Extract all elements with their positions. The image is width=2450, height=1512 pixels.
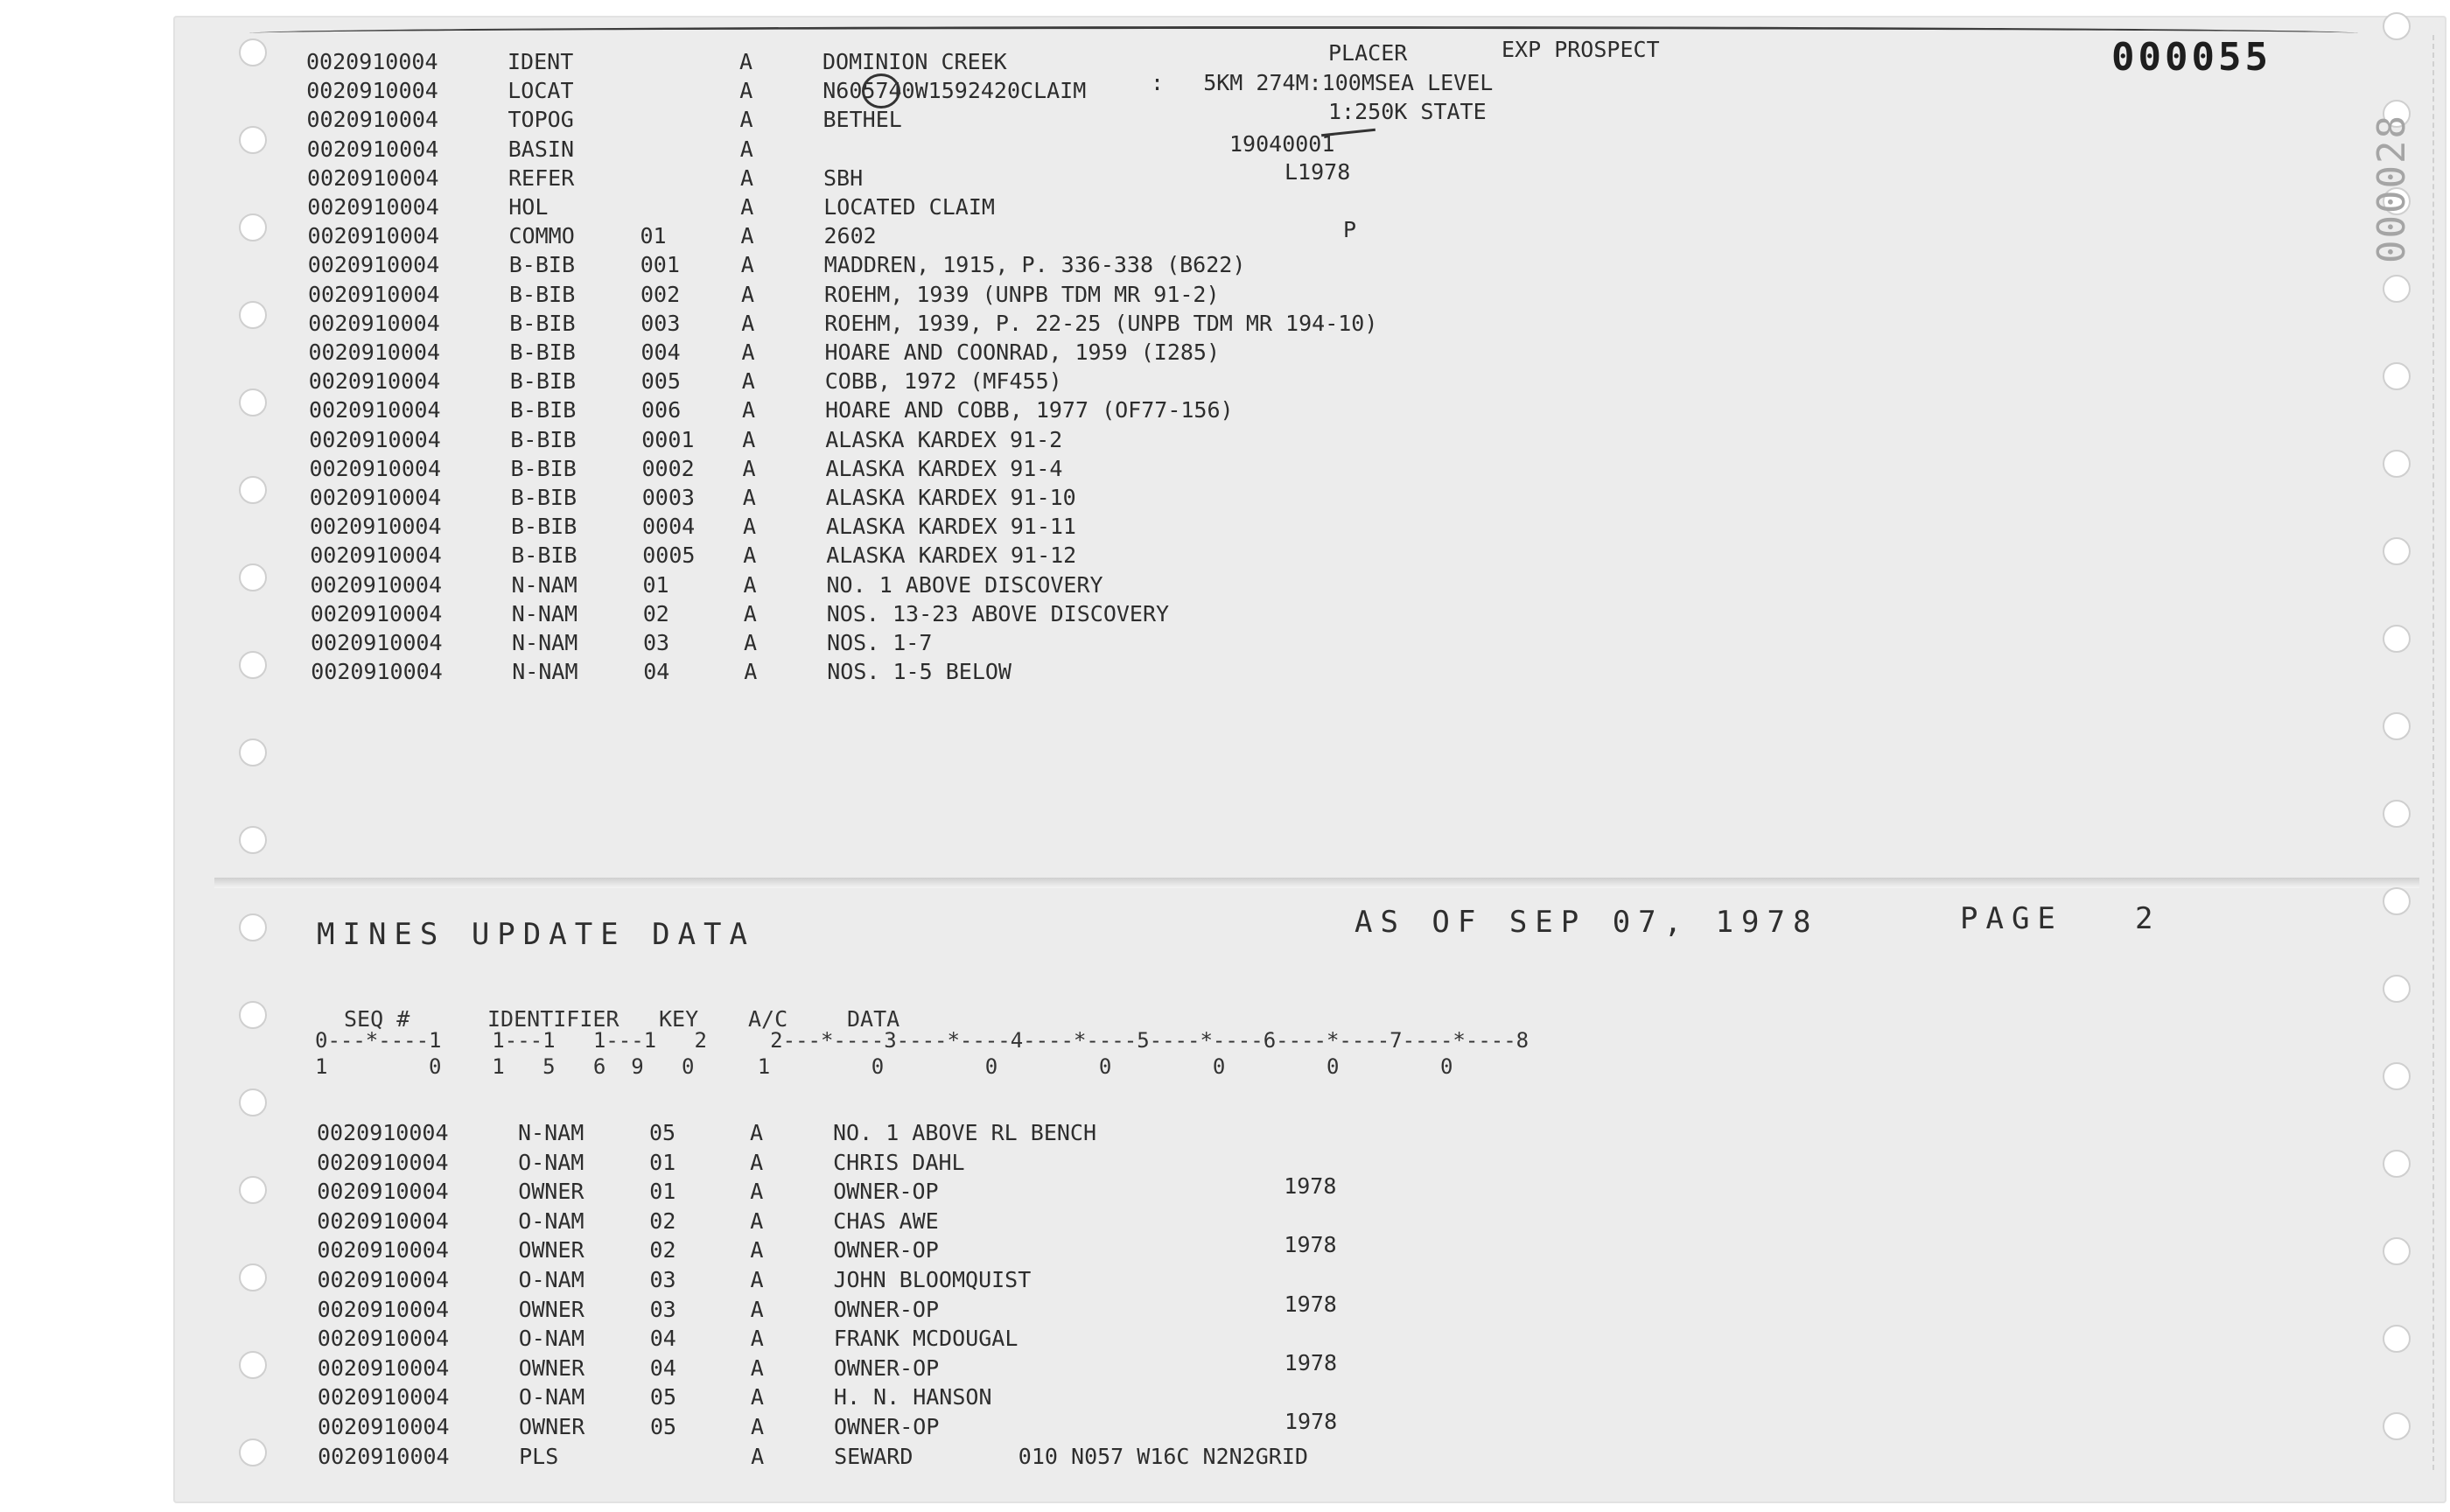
data-value: NO. 1 ABOVE DISCOVERY [826,571,1103,598]
feed-hole [2383,800,2411,828]
data-value: NOS. 1-5 BELOW [827,659,1012,685]
seq-number: 0020910004 [318,1443,450,1469]
feed-hole [2383,1150,2411,1178]
form-number: 000055 [2111,35,2272,80]
identifier: B-BIB [509,368,577,395]
identifier: OWNER [518,1179,584,1205]
data-value: OWNER-OP [833,1354,940,1381]
year-value: 1978 [1284,1409,1338,1434]
identifier: B-BIB [510,397,577,424]
ac-code: A [741,340,755,365]
ac-code: A [744,659,758,685]
identifier: REFER [508,164,575,191]
feed-hole [239,1438,267,1466]
seq-number: 0020910004 [307,223,440,249]
column-header-identifier: IDENTIFIER [487,1006,620,1032]
key: 01 [649,1179,676,1205]
year-value: 1978 [1284,1173,1337,1200]
ac-code: A [740,164,754,191]
page-fold [214,878,2419,888]
identifier: OWNER [518,1354,585,1381]
tractor-edge [2432,35,2443,1470]
ac-code: A [750,1326,764,1352]
data-value: ALASKA KARDEX 91-11 [826,514,1076,540]
seq-number: 0020910004 [311,659,443,685]
ac-code: A [743,571,757,598]
identifier: BASIN [508,136,575,162]
data-value: ALASKA KARDEX 91-4 [825,455,1063,481]
feed-hole [2383,1237,2411,1265]
column-ruler: 0---*----1 1---1 1---1 2 2---*----3----*----4----*----5----*----6----*----7----*----8 [315,1028,1530,1053]
data-value: COBB, 1972 (MF455) [824,368,1062,395]
seq-number: 0020910004 [317,1120,449,1145]
seq-number: 0020910004 [306,136,439,162]
data-value: ROEHM, 1939, P. 22-25 (UNPB TDM MR 194-10) [824,310,1378,336]
seq-number: 0020910004 [317,1296,450,1322]
data-value: N605740W1592420CLAIM [822,78,1087,104]
key: 002 [640,281,681,307]
topog-extra: 1:250K STATE [1328,99,1487,124]
data-value: NOS. 13-23 ABOVE DISCOVERY [826,600,1170,626]
key: 04 [649,1326,676,1352]
identifier: B-BIB [510,485,578,510]
seq-number: 0020910004 [317,1237,449,1264]
ac-code: A [739,107,753,133]
identifier: O-NAM [518,1326,584,1352]
seq-number: 0020910004 [310,514,442,540]
identifier: N-NAM [518,1120,584,1145]
commo-extra: P [1343,217,1357,242]
key: 03 [649,1296,676,1322]
feed-hole [239,826,267,854]
seq-number: 0020910004 [308,310,440,336]
feed-hole [2383,362,2411,390]
data-value: ALASKA KARDEX 91-10 [825,485,1076,510]
key: 01 [640,223,667,249]
basin-extra: 19040001 [1229,131,1335,157]
feed-hole [2383,625,2411,653]
key: 02 [642,600,669,626]
year-value: 1978 [1284,1232,1337,1258]
data-value: ALASKA KARDEX 91-12 [826,542,1077,569]
identifier: HOL [508,194,549,220]
identifier: B-BIB [511,514,578,540]
side-stamp: 000028 [2369,114,2414,263]
page-number: 2 [2135,901,2153,936]
key: 001 [640,252,680,278]
ac-code: A [751,1414,765,1439]
feed-hole [2383,1325,2411,1353]
seq-number: 0020910004 [308,368,441,395]
identifier: N-NAM [511,600,578,626]
identifier: OWNER [518,1237,584,1264]
ac-code: A [742,426,756,452]
feed-hole [2383,712,2411,740]
identifier: B-BIB [510,426,577,452]
data-value: 2602 [823,223,877,249]
data-value: ROEHM, 1939 (UNPB TDM MR 91-2) [824,281,1220,307]
identifier: B-BIB [509,281,576,307]
feed-hole [2383,450,2411,478]
ac-code: A [739,49,753,74]
seq-number: 0020910004 [310,542,442,569]
identifier: B-BIB [511,542,578,569]
key: 01 [649,1149,676,1175]
exp-prospect-label: EXP PROSPECT [1502,37,1660,62]
key: 005 [640,368,681,395]
ac-code: A [742,455,756,481]
key: 0001 [641,426,695,452]
feed-hole [239,38,267,66]
seq-number: 0020910004 [306,107,439,133]
data-value: LOCATED CLAIM [823,194,995,220]
seq-number: 0020910004 [317,1149,449,1175]
seq-number: 0020910004 [307,252,440,278]
ac-code: A [739,78,753,104]
feed-hole [239,126,267,154]
identifier: O-NAM [518,1384,585,1410]
feed-hole [239,1351,267,1379]
ac-code: A [740,223,754,249]
key: 004 [640,340,681,365]
seq-number: 0020910004 [307,194,439,220]
identifier: PLS [519,1443,559,1469]
key: 003 [640,310,681,336]
key: 0002 [641,455,695,481]
ac-code: A [740,194,754,220]
feed-hole [239,214,267,242]
feed-hole [239,914,267,942]
seq-number: 0020910004 [308,340,441,365]
ac-code: A [750,1237,764,1264]
data-value: HOARE AND COBB, 1977 (OF77-156) [825,397,1234,424]
feed-hole [239,476,267,504]
ac-code: A [750,1384,764,1410]
ac-code: A [743,514,757,540]
key: 0003 [641,485,695,510]
year-value: 1978 [1284,1349,1338,1376]
data-value: JOHN BLOOMQUIST [833,1267,1032,1292]
column-header-seq: SEQ # [344,1006,410,1032]
feed-hole [2383,12,2411,40]
ac-code: A [750,1179,764,1205]
identifier: O-NAM [518,1208,584,1234]
identifier: N-NAM [512,659,578,685]
data-value: HOARE AND COONRAD, 1959 (I285) [824,340,1221,365]
identifier: COMMO [508,223,575,249]
identifier: B-BIB [509,310,576,336]
ac-code: A [750,1354,764,1381]
feed-hole [2383,975,2411,1003]
seq-number: 0020910004 [317,1326,450,1352]
key: 02 [649,1237,676,1264]
feed-hole [2383,275,2411,303]
seq-number: 0020910004 [309,397,441,424]
report-date: AS OF SEP 07, 1978 [1354,905,1819,940]
feed-hole [2383,887,2411,915]
data-value: ALASKA KARDEX 91-2 [825,426,1063,452]
report-title: MINES UPDATE DATA [317,917,755,952]
ac-code: A [743,542,757,569]
refer-extra: L1978 [1284,159,1351,185]
data-value: OWNER-OP [834,1414,940,1439]
key: 006 [641,397,682,424]
placer-label: PLACER [1328,40,1408,66]
feed-hole [239,388,267,416]
seq-number: 0020910004 [317,1208,449,1234]
data-value: DOMINION CREEK [822,49,1007,74]
ac-code: A [740,252,754,278]
ac-code: A [739,136,753,162]
identifier: O-NAM [518,1149,584,1175]
key: 0004 [642,514,696,540]
identifier: TOPOG [508,107,574,133]
ac-code: A [750,1120,764,1145]
ac-code: A [750,1208,764,1234]
data-value: H. N. HANSON [833,1384,992,1410]
seq-number: 0020910004 [306,78,438,104]
key: 03 [649,1267,676,1292]
data-value: NOS. 1-7 [827,630,933,655]
data-value: SBH [823,164,864,191]
key: 05 [649,1384,676,1410]
handwritten-circle [862,74,900,108]
ac-code: A [744,630,758,655]
seq-number: 0020910004 [309,455,442,481]
key: 05 [650,1414,677,1439]
data-value: CHRIS DAHL [833,1149,965,1175]
feed-hole [239,1176,267,1204]
seq-number: 0020910004 [311,630,443,655]
identifier: OWNER [519,1414,585,1439]
feed-hole [239,738,267,766]
seq-number: 0020910004 [308,281,440,307]
seq-number: 0020910004 [317,1179,449,1205]
identifier: B-BIB [510,455,577,481]
column-ruler-positions: 1 0 1 5 6 9 0 1 0 0 0 0 0 0 [315,1054,1453,1079]
ac-code: A [742,397,756,424]
seq-number: 0020910004 [309,426,441,452]
ac-code: A [742,485,756,510]
ac-code: A [750,1149,764,1175]
identifier: O-NAM [518,1267,584,1292]
ac-code: A [750,1296,764,1322]
feed-hole [239,1088,267,1116]
key: 04 [643,659,670,685]
feed-hole [239,651,267,679]
data-value: BETHEL [822,107,902,133]
seq-number: 0020910004 [318,1414,450,1439]
key: 01 [642,571,669,598]
feed-hole [239,301,267,329]
sheet-top-edge [249,26,2358,36]
ac-code: A [741,310,755,336]
feed-hole [239,1001,267,1029]
key: 02 [649,1208,676,1234]
data-value: FRANK MCDOUGAL [833,1326,1018,1352]
data-value: NO. 1 ABOVE RL BENCH [833,1120,1097,1145]
data-value: CHAS AWE [833,1208,939,1234]
seq-number: 0020910004 [307,164,439,191]
data-value: SEWARD 010 N057 W16C N2N2GRID [834,1443,1308,1469]
year-value: 1978 [1284,1291,1337,1317]
seq-number: 0020910004 [317,1267,450,1292]
data-value: OWNER-OP [833,1179,939,1205]
data-value: OWNER-OP [833,1296,940,1322]
key: 03 [643,630,670,655]
feed-hole [2383,537,2411,565]
identifier: N-NAM [512,630,578,655]
key: 05 [649,1120,676,1145]
ac-code: A [750,1267,764,1292]
identifier: LOCAT [508,78,574,104]
identifier: B-BIB [509,340,576,365]
feed-hole [239,564,267,592]
identifier: B-BIB [508,252,576,278]
ac-code: A [741,368,755,395]
seq-number: 0020910004 [309,485,442,510]
seq-number: 0020910004 [306,49,438,74]
key: 04 [649,1354,676,1381]
column-header-data: DATA [847,1006,900,1032]
page-label: PAGE [1960,901,2063,936]
data-value: OWNER-OP [833,1237,939,1264]
seq-number: 0020910004 [310,600,443,626]
seq-number: 0020910004 [317,1384,450,1410]
ac-code: A [741,281,755,307]
data-value: MADDREN, 1915, P. 336-338 (B622) [823,252,1246,278]
identifier: N-NAM [511,571,578,598]
feed-hole [239,1264,267,1292]
locat-extra: : 5KM 274M:100MSEA LEVEL [1151,70,1494,95]
ac-code: A [751,1443,765,1469]
key: 0005 [642,542,696,569]
identifier: IDENT [508,49,574,74]
column-header-ac: A/C [748,1006,788,1032]
ac-code: A [743,600,757,626]
feed-hole [2383,1062,2411,1090]
column-header-key: KEY [659,1006,699,1032]
seq-number: 0020910004 [317,1354,450,1381]
feed-hole [2383,1412,2411,1440]
identifier: OWNER [518,1296,584,1322]
seq-number: 0020910004 [310,571,443,598]
